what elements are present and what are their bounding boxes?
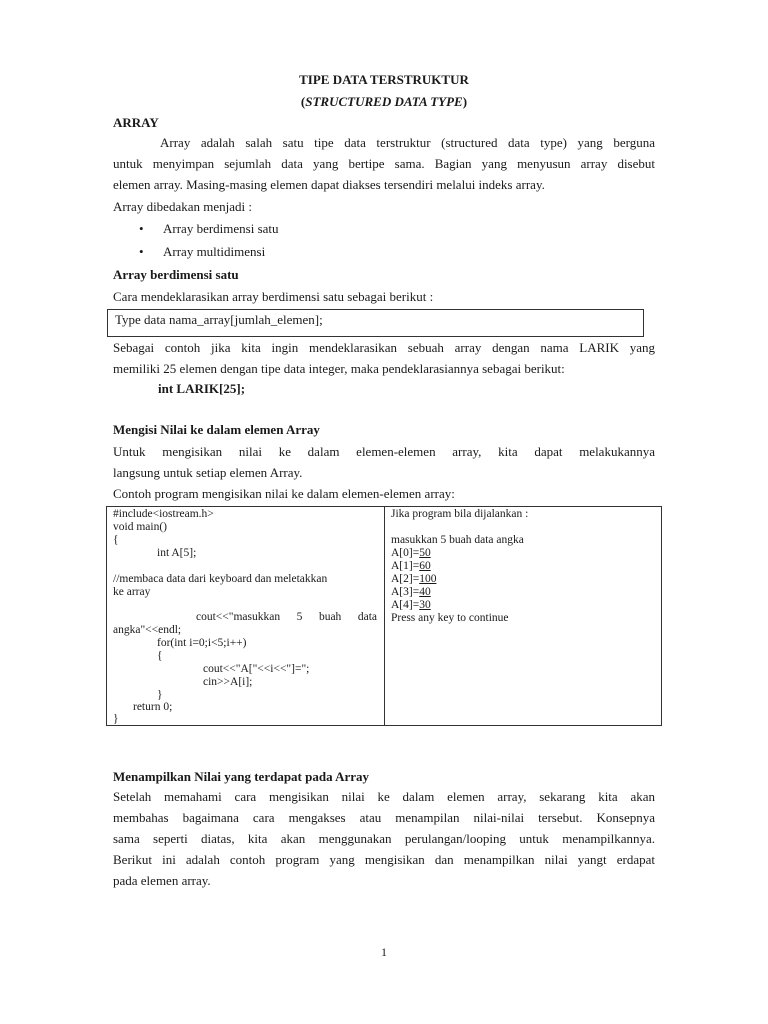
code-line: return 0; [133,701,173,713]
heading-display-values: Menampilkan Nilai yang terdapat pada Array [113,769,370,784]
paragraph-line: langsung untuk setiap elemen Array. [113,465,303,480]
output-header: Jika program bila dijalankan : [391,508,529,520]
output-label: A[0]= [391,547,420,559]
doc-subtitle [0,94,768,110]
output-value: 30 [419,599,431,611]
heading-fill-values: Mengisi Nilai ke dalam elemen Array [113,422,320,437]
larik-paragraph [113,337,655,379]
code-line: for(int i=0;i<5;i++) [157,637,247,649]
paragraph-line: pada elemen array. [113,873,211,888]
paragraph-line: elemen array. Masing-masing elemen dapat diakses tersendiri melalui indeks array. [113,177,545,192]
table-divider [384,507,385,725]
declaration-intro: Cara mendeklarasikan array berdimensi satu sebagai berikut : [113,289,434,304]
output-row [391,560,431,573]
paragraph-line: Sebagai contoh jika kita ingin mendeklarasikan sebuah array dengan nama LARIK yang [113,340,655,355]
code-line: int A[5]; [157,547,197,559]
output-label: A[4]= [391,599,420,611]
output-label: A[3]= [391,586,420,598]
declaration-box [107,309,644,337]
code-line: angka"<<endl; [113,624,182,636]
output-prompt: masukkan 5 buah data angka [391,534,524,546]
paragraph-line: Berikut ini adalah contoh program yang mengisikan dan menampilkan nilai yangt erdapat [113,852,655,867]
bullet-label: Array multidimensi [163,244,266,259]
output-value: 60 [419,560,431,572]
output-footer: Press any key to continue [391,612,509,624]
example-intro: Contoh program mengisikan nilai ke dalam elemen-elemen array: [113,486,455,501]
code-line: cout<<"masukkan 5 buah data [196,611,377,623]
output-label: A[2]= [391,573,420,585]
code-line: { [113,534,119,546]
output-row [391,586,431,599]
paragraph-line: Setelah memahami cara mengisikan nilai ke dalam elemen array, sekarang kita akan [113,789,655,804]
output-value: 50 [419,547,431,559]
heading-array-1d: Array berdimensi satu [113,267,239,282]
page-number: 1 [381,945,387,959]
code-line: } [113,713,119,725]
code-line: } [157,689,163,701]
code-line: cout<<"A["<<i<<"]="; [203,663,310,675]
code-line: cin>>A[i]; [203,676,253,688]
output-value: 100 [419,573,437,585]
array-divided-intro: Array dibedakan menjadi : [113,199,252,214]
doc-title: TIPE DATA TERSTRUKTUR [299,72,469,87]
paragraph-line: memiliki 25 elemen dengan tipe data integer, maka pendeklarasiannya sebagai berikut: [113,361,565,376]
output-label: A[1]= [391,560,420,572]
subtitle-close-paren: ) [462,94,468,109]
paragraph-line: Array adalah salah satu tipe data terstruktur (structured data type) yang berguna [160,135,655,150]
paragraph-line: sama seperti diatas, kita akan menggunakan perulangan/looping untuk menampilkannya. [113,831,655,846]
code-line: #include<iostream.h> [113,508,214,520]
bullet-icon: • [139,221,144,236]
fill-paragraph [113,441,655,483]
bullet-label: Array berdimensi satu [163,221,279,236]
display-paragraph [113,786,655,891]
code-line: void main() [113,521,167,533]
code-line: ke array [113,586,151,598]
code-line: { [157,650,163,662]
output-value: 40 [419,586,431,598]
output-row [391,547,431,560]
subtitle-open-paren: ( [300,94,306,109]
heading-array: ARRAY [113,115,159,130]
output-row [391,573,436,586]
larik-example: int LARIK[25]; [158,381,246,396]
code-line: //membaca data dari keyboard dan meletakkan [113,573,328,585]
paragraph-line: membahas bagaimana cara mengakses atau menampilan nilai-nilai tersebut. Konsepnya [113,810,655,825]
declaration-syntax: Type data nama_array[jumlah_elemen]; [115,312,323,327]
program-table [106,506,662,726]
bullet-icon: • [139,244,144,259]
array-definition-paragraph [113,132,655,195]
output-row [391,599,431,612]
paragraph-line: untuk menyimpan sejumlah data yang bertipe sama. Bagian yang menyusun array disebut [113,156,655,171]
subtitle-italic: STRUCTURED DATA TYPE [305,94,463,109]
paragraph-line: Untuk mengisikan nilai ke dalam elemen-elemen array, kita dapat melakukannya [113,444,655,459]
